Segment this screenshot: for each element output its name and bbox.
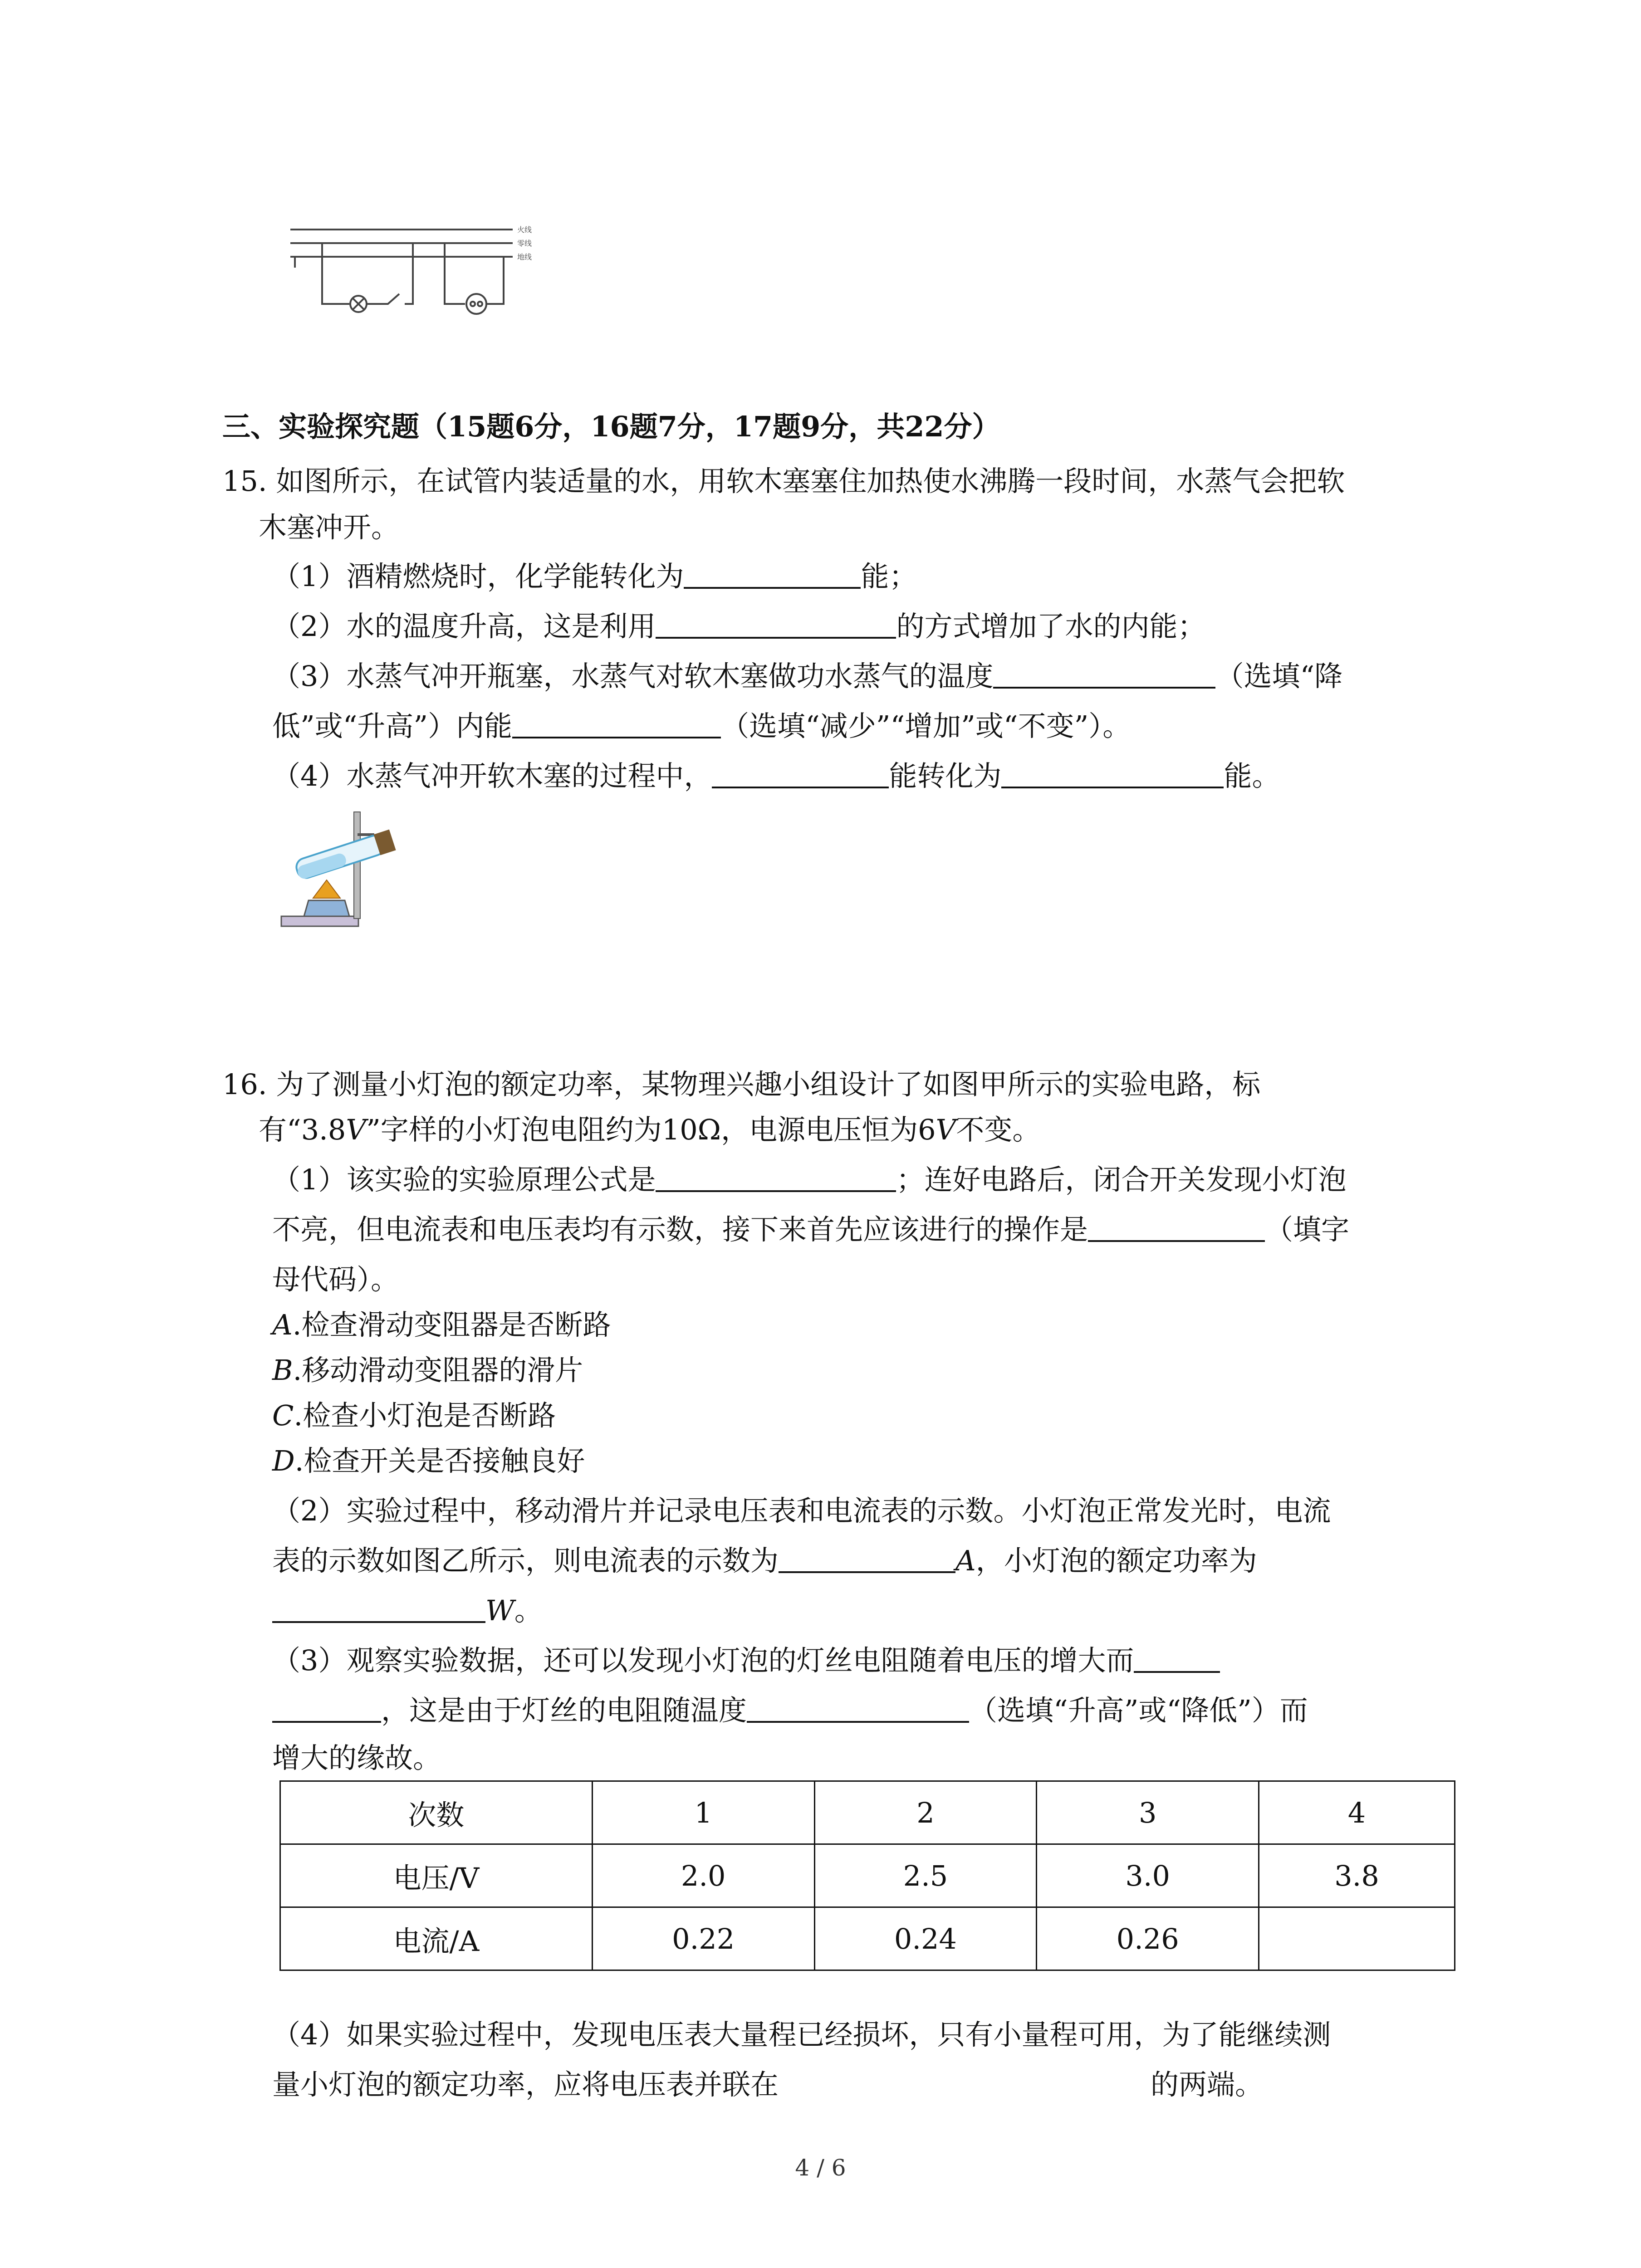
q16-part4-line2: 量小灯泡的额定功率，应将电压表并联在 的两端。 — [272, 2068, 1264, 2101]
q16-blank-operation[interactable] — [1088, 1216, 1265, 1242]
q16-part2-line2: 表的示数如图乙所示，则电流表的示数为 A，小灯泡的额定功率为 — [272, 1544, 1257, 1577]
q16-option-c: C.检查小灯泡是否断路 — [272, 1399, 556, 1432]
q15-blank-6[interactable] — [1001, 762, 1224, 788]
q16-option-b: B.移动滑动变阻器的滑片 — [272, 1354, 583, 1387]
table-cell: 电流/A — [280, 1907, 593, 1970]
table-row — [280, 1844, 1455, 1907]
q16-part1-line1: （1）该实验的实验原理公式是 ；连好电路后，闭合开关发现小灯泡 — [272, 1163, 1347, 1196]
diagram-label-neutral: 零线 — [517, 239, 532, 248]
table-cell: 0.22 — [592, 1907, 814, 1970]
q16-stem-line2: 有“3.8V”字样的小灯泡电阻约为10Ω，电源电压恒为6V不变。 — [259, 1113, 1041, 1146]
diagram-label-live: 火线 — [517, 225, 532, 234]
table-cell: 2 — [814, 1781, 1037, 1844]
q16-option-d: D.检查开关是否接触良好 — [272, 1444, 585, 1477]
table-cell: 3.8 — [1259, 1844, 1455, 1907]
q16-part1-line2: 不亮，但电流表和电压表均有示数，接下来首先应该进行的操作是 （填字 — [272, 1213, 1350, 1246]
q16-part3-line2: ，这是由于灯丝的电阻随温度 （选填“升高”或“降低”）而 — [272, 1696, 1308, 1725]
q16-part4-line1: （4）如果实验过程中，发现电压表大量程已经损坏，只有小量程可用，为了能继续测 — [272, 2018, 1331, 2051]
q15-part2: （2）水的温度升高，这是利用 的方式增加了水的内能； — [272, 610, 1206, 643]
q16-part3-line3: 增大的缘故。 — [272, 1741, 441, 1774]
q15-blank-4[interactable] — [512, 712, 721, 738]
q16-blank-formula[interactable] — [656, 1166, 896, 1192]
table-cell: 2.0 — [592, 1844, 814, 1907]
diagram-label-ground: 地线 — [517, 253, 532, 261]
table-cell: 3.0 — [1037, 1844, 1259, 1907]
page-number: 4 / 6 — [795, 2155, 846, 2181]
q16-blank-resistance-a[interactable] — [1134, 1647, 1220, 1673]
table-row — [280, 1781, 1455, 1844]
q15-part4: （4）水蒸气冲开软木塞的过程中， 能转化为 能。 — [272, 759, 1280, 792]
table-cell: 0.26 — [1037, 1907, 1259, 1970]
q16-blank-temperature[interactable] — [747, 1696, 969, 1723]
table-cell: 4 — [1259, 1781, 1455, 1844]
q16-stem-line1: 16. 为了测量小灯泡的额定功率，某物理兴趣小组设计了如图甲所示的实验电路，标 — [222, 1068, 1261, 1101]
household-circuit-diagram — [286, 218, 558, 327]
q16-data-table — [279, 1780, 1455, 1971]
q15-part3-line1: （3）水蒸气冲开瓶塞，水蒸气对软木塞做功水蒸气的温度 （选填“降 — [272, 660, 1343, 693]
table-cell: 1 — [592, 1781, 814, 1844]
q15-stem-line2: 木塞冲开。 — [259, 511, 400, 544]
test-tube-heating-figure — [277, 803, 404, 934]
q16-blank-power[interactable] — [272, 1597, 485, 1623]
q16-option-a: A.检查滑动变阻器是否断路 — [272, 1308, 611, 1341]
q15-blank-2[interactable] — [656, 612, 896, 639]
q15-blank-5[interactable] — [712, 762, 889, 788]
q15-part1: （1）酒精燃烧时，化学能转化为 能； — [272, 560, 917, 593]
q16-part1-line3: 母代码）。 — [272, 1263, 399, 1296]
table-cell: 0.24 — [814, 1907, 1037, 1970]
table-cell: 3 — [1037, 1781, 1259, 1844]
section-title: 三、实验探究题（15题6分，16题7分，17题9分，共22分） — [222, 410, 1000, 443]
q15-stem-line1: 15. 如图所示，在试管内装适量的水，用软木塞塞住加热使水沸腾一段时间，水蒸气会把软 — [222, 464, 1345, 498]
q16-part3-line1: （3）观察实验数据，还可以发现小灯泡的灯丝电阻随着电压的增大而 — [272, 1647, 1220, 1675]
q15-blank-1[interactable] — [684, 562, 861, 589]
q16-part2-line3: W。 — [272, 1597, 543, 1625]
q16-blank-current[interactable] — [779, 1547, 955, 1573]
table-cell: 2.5 — [814, 1844, 1037, 1907]
table-cell: 次数 — [280, 1781, 593, 1844]
table-row — [280, 1907, 1455, 1970]
q16-blank-resistance-b[interactable] — [272, 1696, 381, 1723]
q15-part3-line2: 低”或“升高”）内能 （选填“减少”“增加”或“不变”）。 — [272, 709, 1131, 743]
table-cell: 电压/V — [280, 1844, 593, 1907]
q16-part2-line1: （2）实验过程中，移动滑片并记录电压表和电流表的示数。小灯泡正常发光时，电流 — [272, 1494, 1331, 1527]
table-cell-empty[interactable] — [1259, 1907, 1455, 1970]
q15-blank-3[interactable] — [993, 662, 1215, 689]
